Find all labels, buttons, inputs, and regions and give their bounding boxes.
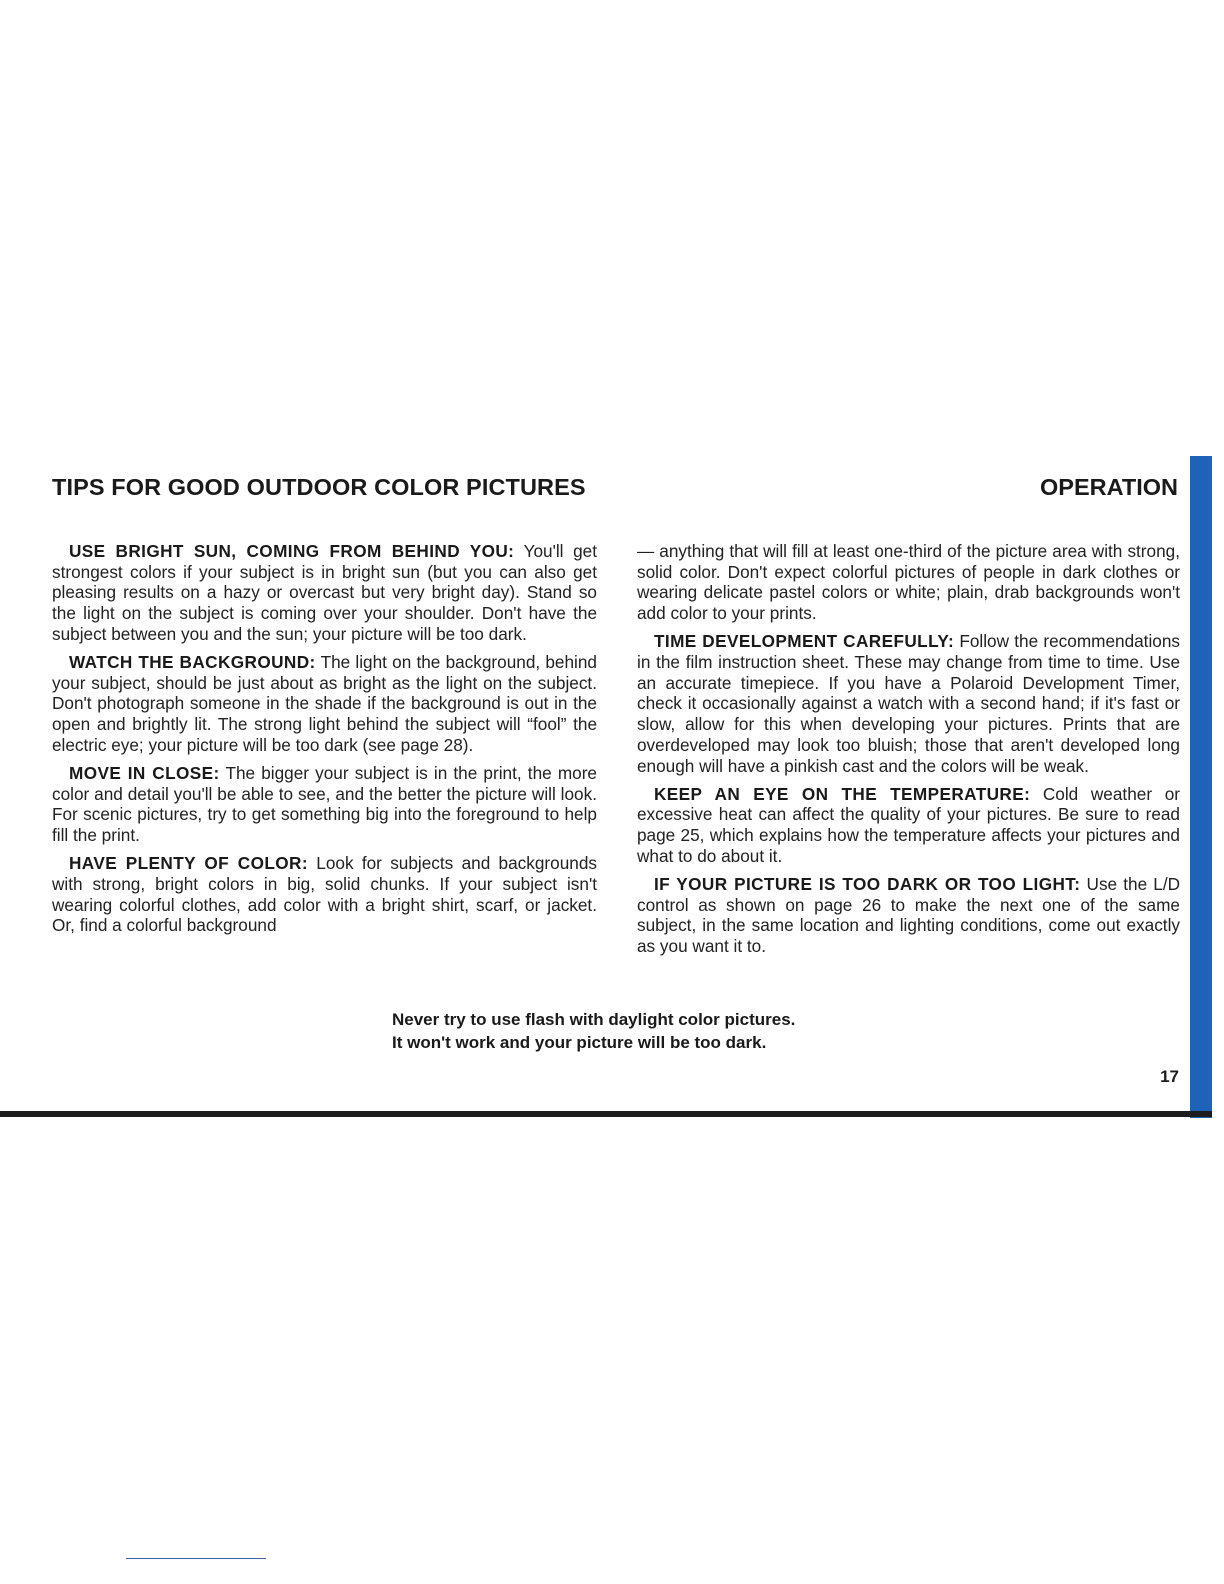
right-column [637, 541, 1180, 964]
tip-heading: MOVE IN CLOSE: [69, 763, 220, 784]
tip-body: Cold weather or excessive heat can affect the quality of your pictures. Be sure to read page 25, which explains how the temperature affects your pictures and what to do about it. [637, 783, 1180, 866]
section-label: OPERATION [1040, 474, 1178, 500]
bottom-underline [126, 1558, 266, 1559]
section-tab-marker [1190, 456, 1212, 1118]
tip-body: You'll get strongest colors if your subject is in bright sun (but you can also get pleasing results on a hazy or overcast but very bright day). Stand so the light on the subject is coming over your shoulder. Don't have the subject between you and the sun; your picture will be too dark. [52, 541, 597, 644]
tip-heading: HAVE PLENTY OF COLOR: [69, 853, 308, 874]
tip-paragraph [52, 853, 597, 936]
tip-heading: IF YOUR PICTURE IS TOO DARK OR TOO LIGHT: [654, 874, 1081, 895]
tip-body: The light on the background, behind your subject, should be just about as bright as the light on the subject. Don't photograph someone in the shade if the background is out in the open and brightly lit. The strong light behind the subject will “fool” the electric eye; your picture will be too dark (see page 28). [52, 652, 597, 755]
page-title: TIPS FOR GOOD OUTDOOR COLOR PICTURES [52, 474, 586, 500]
page-number: 17 [1160, 1067, 1179, 1086]
tip-paragraph [637, 784, 1180, 867]
bottom-rule [0, 1111, 1212, 1117]
tip-heading: KEEP AN EYE ON THE TEMPERATURE: [654, 783, 1031, 804]
tip-heading: TIME DEVELOPMENT CAREFULLY: [654, 631, 955, 652]
tip-paragraph [52, 541, 597, 645]
tip-paragraph [637, 631, 1180, 776]
tip-body: Use the L/D control as shown on page 26 to make the next one of the same subject, in the same location and lighting conditions, come out exactly as you want it to. [637, 874, 1181, 957]
tip-body: The bigger your subject is in the print, the more color and detail you'll be able to see, and the better the picture will look. For scenic pictures, try to get something big into the foreground to help fill the print. [52, 763, 597, 846]
tip-heading: USE BRIGHT SUN, COMING FROM BEHIND YOU: [69, 541, 515, 561]
tip-heading: WATCH THE BACKGROUND: [69, 652, 316, 673]
tip-body: Follow the recommendations in the film instruction sheet. These may change from time to time. Use an accurate timepiece. If you have a Polaroid Development Timer, check it occasionally against a watch with a second hand; if it's fast or slow, allow for this when developing your pictures. Prints that are overdeveloped may look too bluish; those that aren't developed long enough will have a pinkish cast and the colors will be weak. [637, 631, 1180, 776]
left-column [52, 541, 597, 944]
flash-warning [392, 1008, 795, 1054]
tip-paragraph [637, 874, 1180, 957]
tip-body: Look for subjects and backgrounds with strong, bright colors in big, solid chunks. If your subject isn't wearing colorful clothes, add color with a bright shirt, scarf, or jacket. Or, find a colorful background [52, 853, 597, 936]
continued-paragraph: — anything that will fill at least one-third of the picture area with strong, solid color. Don't expect colorful pictures of people in dark clothes or wearing delicate pastel colors or white; plain, drab backgrounds won't add color to your prints. [637, 541, 1180, 624]
tip-paragraph [52, 652, 597, 756]
tip-paragraph [52, 763, 597, 846]
warning-line: It won't work and your picture will be too dark. [392, 1033, 767, 1052]
warning-line: Never try to use flash with daylight color pictures. [392, 1010, 796, 1029]
